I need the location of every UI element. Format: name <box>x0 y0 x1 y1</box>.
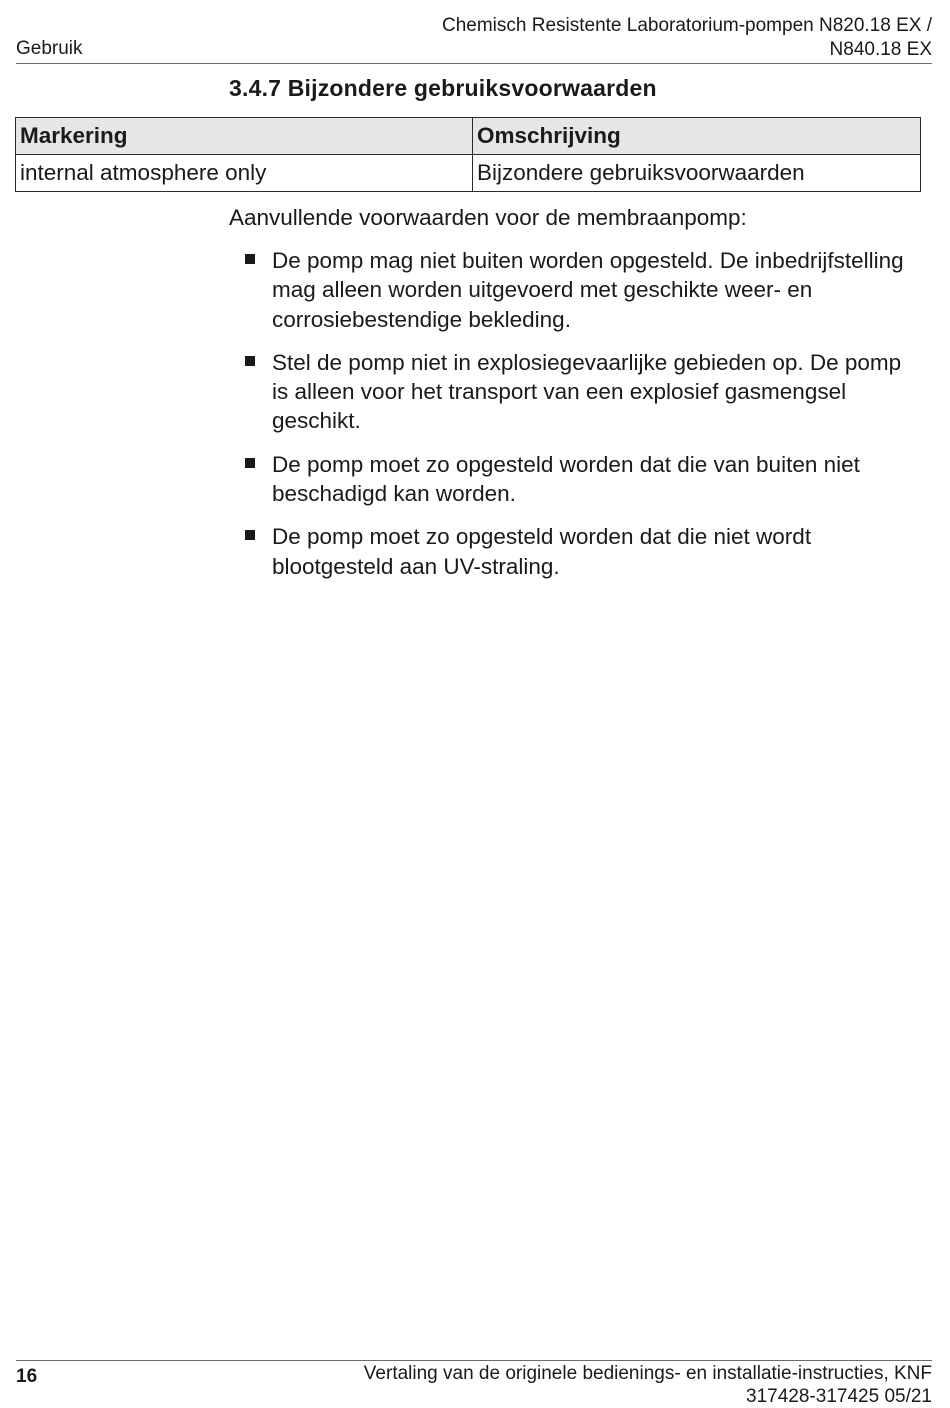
table-cell-marking: internal atmosphere only <box>16 155 473 192</box>
header-section-label: Gebruik <box>16 38 83 59</box>
square-bullet-icon <box>245 254 255 264</box>
header-title-line-2: N840.18 EX <box>829 39 932 60</box>
footer-divider <box>16 1360 932 1361</box>
marking-table <box>15 117 921 192</box>
list-item-text: De pomp mag niet buiten worden opgesteld. De inbedrijfstelling mag alleen worden uitgevoerd met geschikte weer- en corrosiebestendige bekleding. <box>272 248 904 332</box>
square-bullet-icon <box>245 356 255 366</box>
list-item-text: Stel de pomp niet in explosiegevaarlijke gebieden op. De pomp is alleen voor het transport van een explosief gasmengsel geschikt. <box>272 349 902 434</box>
list-item <box>229 522 919 581</box>
list-item <box>229 348 919 436</box>
header-title-line-1: Chemisch Resistente Laboratorium-pompen N820.18 EX / <box>441 15 932 36</box>
list-item-text: De pomp moet zo opgesteld worden dat die van buiten niet beschadigd kan worden. <box>272 451 860 507</box>
list-item-text: De pomp moet zo opgesteld worden dat die niet wordt blootgesteld aan UV-straling. <box>272 524 812 579</box>
list-item <box>229 246 919 334</box>
list-item <box>229 450 919 509</box>
table-header-omschrijving: Omschrijving <box>473 118 921 155</box>
intro-paragraph: Aanvullende voorwaarden voor de membraanpomp: <box>229 205 747 230</box>
table-cell-description: Bijzondere gebruiksvoorwaarden <box>473 155 921 192</box>
square-bullet-icon <box>245 458 255 468</box>
header-divider <box>16 63 932 64</box>
square-bullet-icon <box>245 530 255 540</box>
table-header-row <box>16 118 921 155</box>
footer-document-info <box>364 1362 932 1408</box>
page-number: 16 <box>16 1366 38 1387</box>
footer-line-2: 317428-317425 05/21 <box>746 1386 932 1407</box>
section-heading: 3.4.7 Bijzondere gebruiksvoorwaarden <box>229 75 657 101</box>
table-header-markering: Markering <box>16 118 473 155</box>
footer-line-1: Vertaling van de originele bedienings- en installatie-instructies, KNF <box>363 1363 932 1384</box>
table-row <box>16 155 921 192</box>
header-document-title <box>442 14 932 62</box>
conditions-list <box>229 246 919 595</box>
